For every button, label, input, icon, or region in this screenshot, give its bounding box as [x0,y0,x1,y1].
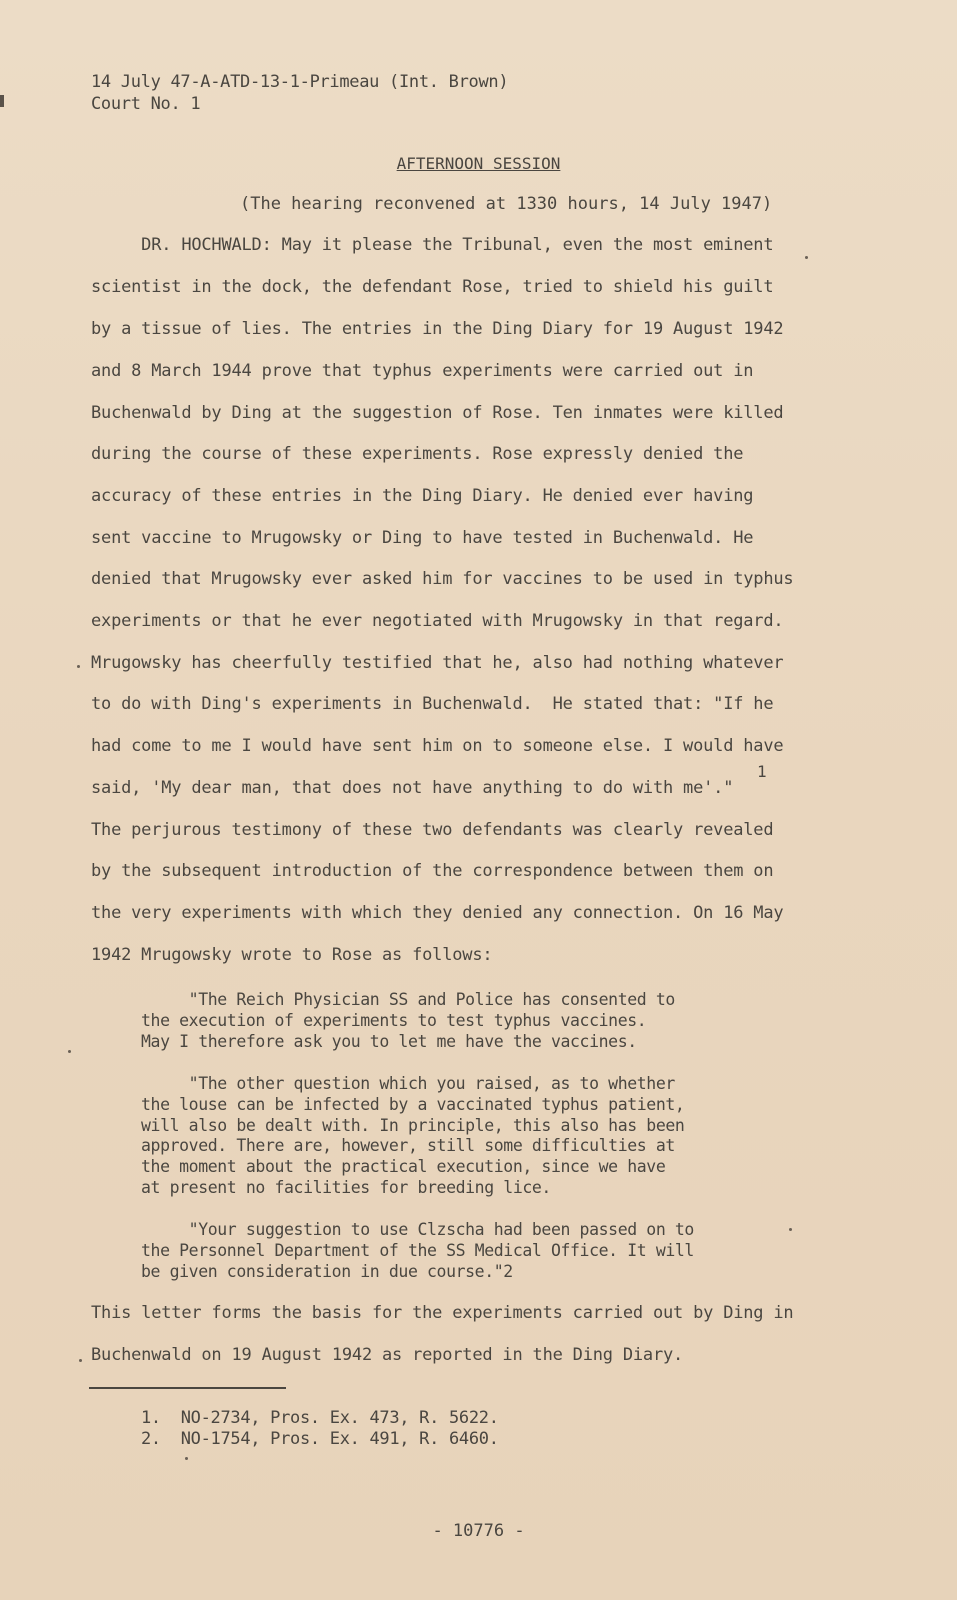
header-court: Court No. 1 [91,94,201,114]
quote-line: the louse can be infected by a vaccinated typhus patient, [141,1095,685,1114]
body-line: This letter forms the basis for the experiments carried out by Ding in [91,1303,794,1323]
body-line: Mrugowsky has cheerfully testified that he, also had nothing whatever [91,653,784,673]
quote-line: approved. There are, however, still some difficulties at [141,1136,675,1155]
body-line: the very experiments with which they denied any connection. On 16 May [91,903,784,923]
footnote-separator [89,1387,286,1389]
body-line: said, 'My dear man, that does not have anything to do with me'." [91,778,734,798]
quote-line: "The Reich Physician SS and Police has consented to [141,990,675,1009]
quote-line: will also be dealt with. In principle, this also has been [141,1116,685,1135]
body-line: and 8 March 1944 prove that typhus experiments were carried out in [91,361,754,381]
quote-line: the Personnel Department of the SS Medical Office. It will [141,1241,694,1260]
quote-line: May I therefore ask you to let me have the vaccines. [141,1032,637,1051]
quote-line: the execution of experiments to test typhus vaccines. [141,1011,647,1030]
body-line: scientist in the dock, the defendant Rose, tried to shield his guilt [91,277,774,297]
body-line: sent vaccine to Mrugowsky or Ding to have tested in Buchenwald. He [91,528,754,548]
body-line: Buchenwald by Ding at the suggestion of Rose. Ten inmates were killed [91,403,784,423]
body-line: during the course of these experiments. Rose expressly denied the [91,444,744,464]
paper-speck [68,1050,71,1053]
session-subtitle: (The hearing reconvened at 1330 hours, 14 July 1947) [240,194,773,214]
paper-speck [79,1359,82,1362]
body-line: by the subsequent introduction of the correspondence between them on [91,861,774,881]
session-title: AFTERNOON SESSION [396,154,561,173]
quote-line: at present no facilities for breeding lice. [141,1178,551,1197]
body-line: accuracy of these entries in the Ding Diary. He denied ever having [91,486,754,506]
paper-speck [789,1228,792,1231]
footnote-marker: 1 [757,762,767,781]
body-line: to do with Ding's experiments in Buchenwald. He stated that: "If he [91,694,774,714]
footnote: 2. NO-1754, Pros. Ex. 491, R. 6460. [141,1429,499,1449]
quote-line: the moment about the practical execution, since we have [141,1157,666,1176]
body-line: experiments or that he ever negotiated with Mrugowsky in that regard. [91,611,784,631]
body-line: DR. HOCHWALD: May it please the Tribunal, even the most eminent [91,235,774,255]
body-line: denied that Mrugowsky ever asked him for vaccines to be used in typhus [91,569,794,589]
paper-speck [77,665,80,668]
body-line: 1942 Mrugowsky wrote to Rose as follows: [91,945,493,965]
quote-line: be given consideration in due course."2 [141,1262,513,1281]
body-line: had come to me I would have sent him on to someone else. I would have [91,736,784,756]
paper-speck [185,1457,188,1460]
body-line: The perjurous testimony of these two defendants was clearly revealed [91,820,774,840]
paper-speck [805,256,808,259]
quote-line: "The other question which you raised, as to whether [141,1074,675,1093]
header-reference: 14 July 47-A-ATD-13-1-Primeau (Int. Brown) [91,72,509,92]
quote-line: "Your suggestion to use Clzscha had been passed on to [141,1220,694,1239]
footnote: 1. NO-2734, Pros. Ex. 473, R. 5622. [141,1408,499,1428]
body-line: by a tissue of lies. The entries in the Ding Diary for 19 August 1942 [91,319,784,339]
page-number: - 10776 - [432,1521,525,1541]
body-line: Buchenwald on 19 August 1942 as reported in the Ding Diary. [91,1345,684,1365]
binding-mark [0,95,4,107]
